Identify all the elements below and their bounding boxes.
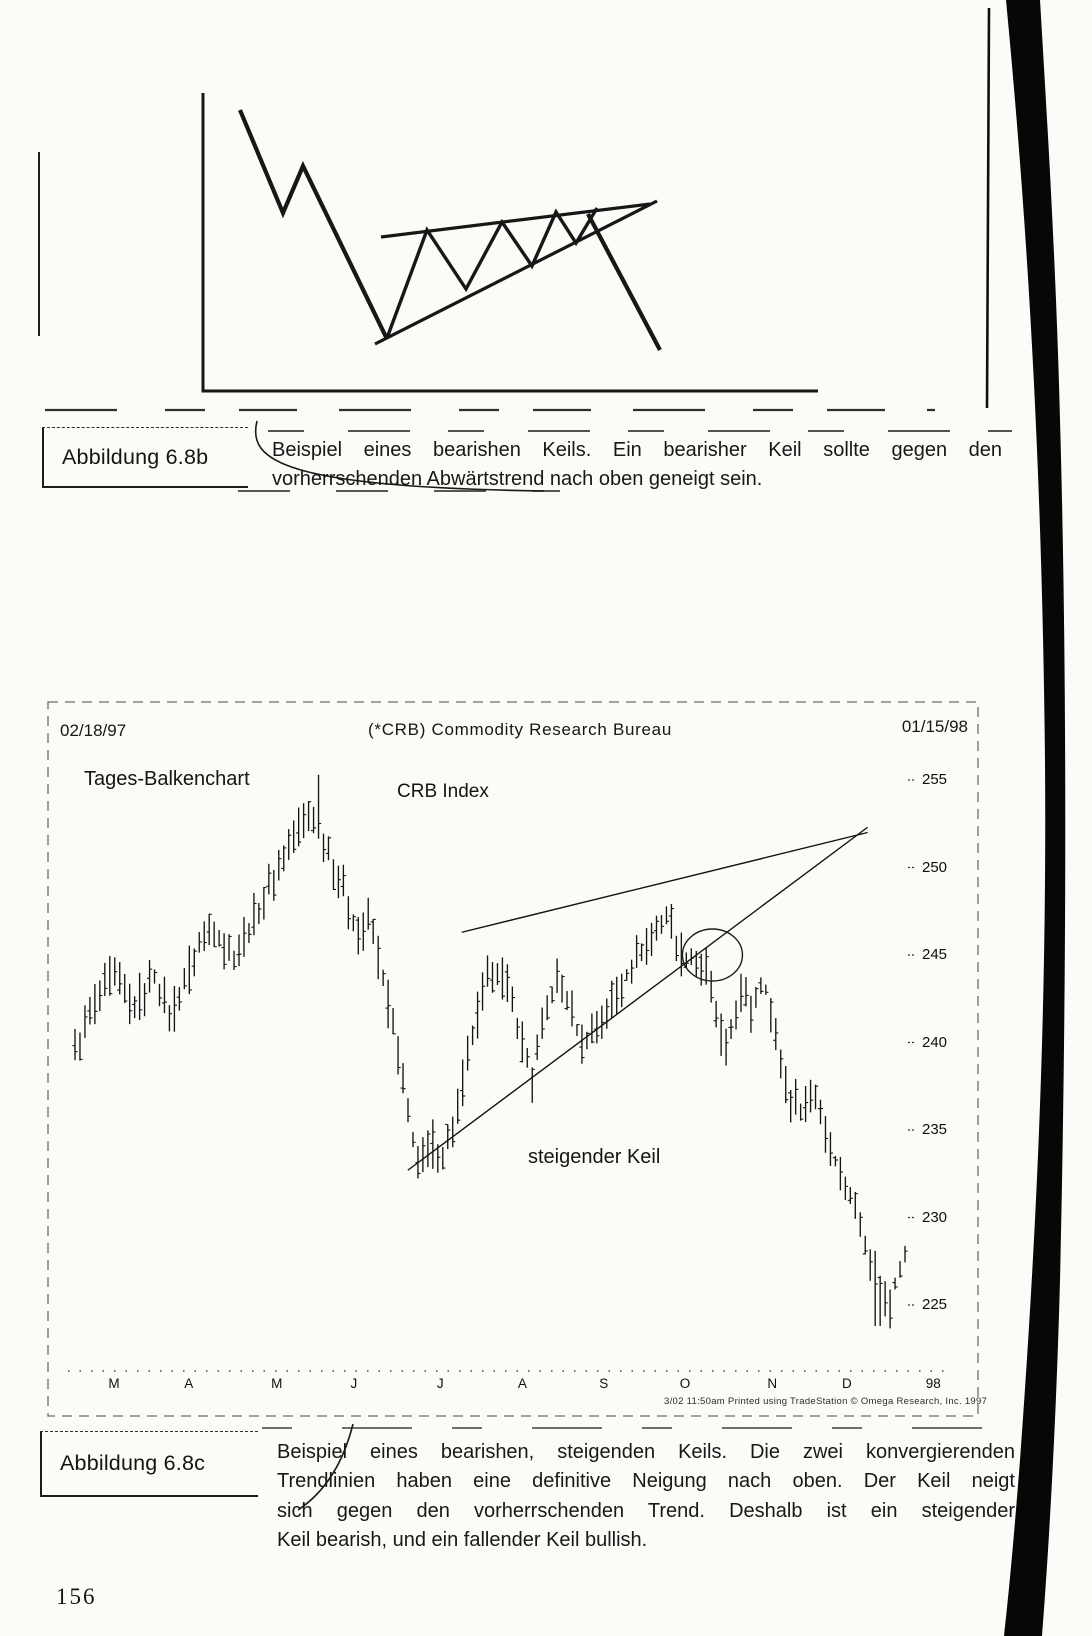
figure-6-8c-label-box — [40, 1431, 258, 1497]
sketch-lower-trendline — [375, 201, 657, 344]
chart-index-label: CRB Index — [397, 781, 489, 802]
x-axis-label: N — [767, 1376, 778, 1391]
sketch-zigzag — [387, 208, 597, 338]
y-axis-label: 230 — [922, 1208, 948, 1226]
lower-trendline — [408, 827, 868, 1170]
x-axis-label: 98 — [925, 1376, 941, 1391]
crb-chart-geometry — [48, 702, 978, 1416]
x-axis-label: J — [436, 1376, 444, 1391]
y-axis-label: 235 — [922, 1121, 948, 1138]
chart-footer: 3/02 11:50am Printed using TradeStation © Omega Research, Inc. 1997 — [664, 1396, 988, 1407]
x-axis-label: O — [679, 1376, 691, 1391]
figure-6-8c-label: Abbildung 6.8c — [60, 1451, 206, 1475]
spine-line — [987, 8, 989, 408]
binding-shadow — [1004, 0, 1065, 1636]
wedge-sketch — [203, 93, 818, 391]
y-axis-label: 250 — [922, 858, 948, 876]
chart-end-date: 01/15/98 — [901, 717, 968, 736]
caption-line: sich gegen den vorherrschenden Trend. Deshalb ist ein steigender — [277, 1499, 1015, 1522]
chart-start-date: 02/18/97 — [60, 721, 127, 740]
x-axis-label: D — [842, 1376, 852, 1391]
page-number: 156 — [56, 1584, 97, 1609]
caption-line: Beispiel eines bearishen Keils. Ein bearisher Keil sollte gegen den — [272, 439, 1002, 461]
chart-type-label: Tages-Balkenchart — [84, 768, 250, 790]
sketch-upper-trendline — [381, 204, 650, 237]
x-axis-label: M — [108, 1376, 120, 1391]
chart-frame — [48, 702, 978, 1416]
pattern-annotation: steigender Keil — [528, 1146, 661, 1168]
upper-trendline — [462, 833, 868, 933]
figure-6-8b-caption — [272, 436, 1002, 494]
x-axis-label: M — [271, 1376, 283, 1391]
x-axis-label: J — [350, 1376, 358, 1391]
figure-6-8b-label-box — [42, 427, 248, 488]
figure-6-8b-label: Abbildung 6.8b — [62, 444, 209, 469]
figure-6-8c-caption — [277, 1438, 1015, 1555]
sketch-downtrend — [240, 110, 387, 339]
y-axis-label: 240 — [922, 1033, 948, 1051]
x-axis-label: A — [517, 1376, 527, 1391]
x-axis-label: S — [599, 1376, 609, 1391]
sketch-breakout — [588, 214, 660, 350]
caption-line: Beispiel eines bearishen, steigenden Keils. Die zwei konvergierenden — [277, 1441, 1015, 1463]
sketch-axes — [203, 93, 818, 391]
x-axis-label: A — [184, 1376, 194, 1391]
chart-title: (*CRB) Commodity Research Bureau — [368, 720, 672, 739]
caption-line: Keil bearish, und ein fallender Keil bullish. — [277, 1528, 648, 1551]
y-axis-label: 225 — [922, 1296, 948, 1313]
y-axis-label: 245 — [922, 946, 948, 963]
y-axis-label: 255 — [922, 771, 948, 788]
caption-line: Trendlinien haben eine definitive Neigung nach oben. Der Keil neigt — [277, 1470, 1015, 1493]
caption-line: vorherrschenden Abwärtstrend nach oben geneigt sein. — [272, 468, 763, 490]
